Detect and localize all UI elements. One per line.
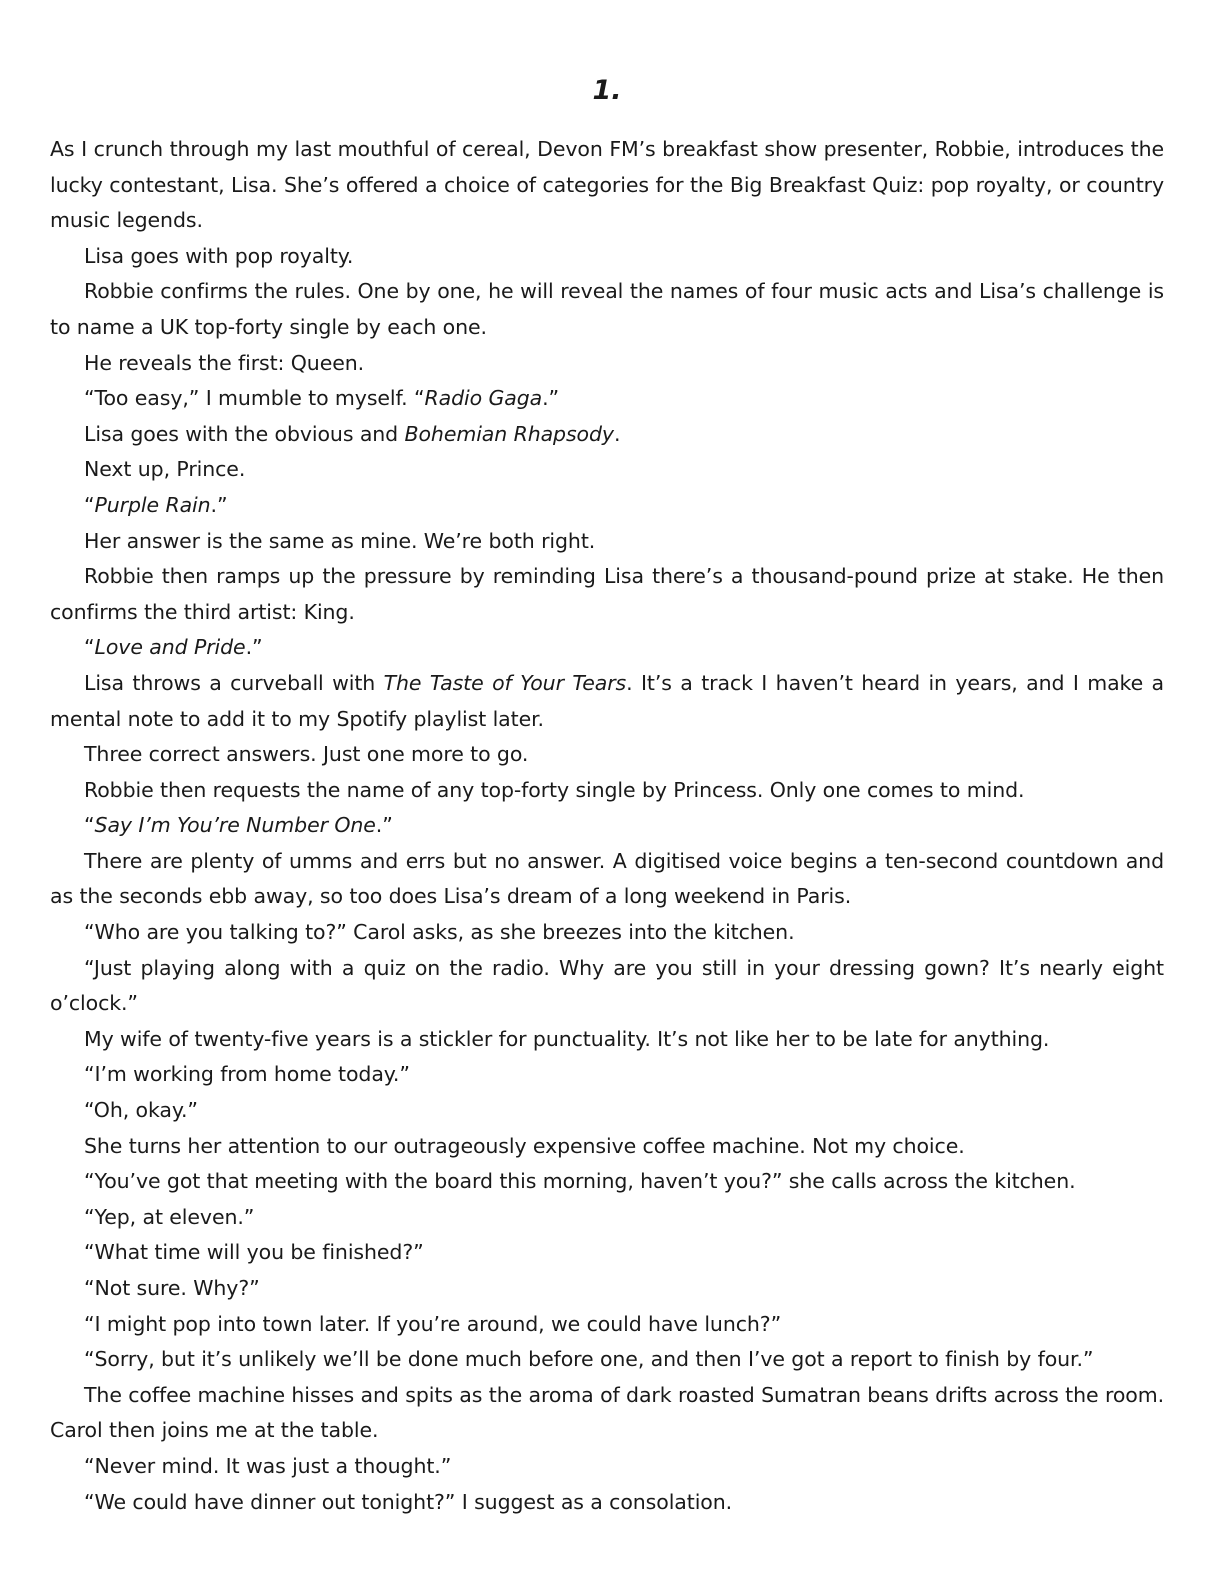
paragraph-text: .” xyxy=(542,386,560,411)
paragraph-text: .” xyxy=(375,813,393,838)
paragraph: “Sorry, but it’s unlikely we’ll be done much before one, and then I’ve got a report to finish by four.” xyxy=(84,1347,1094,1372)
paragraph: “Just playing along with a quiz on the radio. Why are you still in your dressing gown? It’s nearly eight o’clock.” xyxy=(50,955,1164,1016)
paragraph: “You’ve got that meeting with the board this morning, haven’t you?” she calls across the kitchen. xyxy=(84,1169,1076,1194)
paragraph: He reveals the first: Queen. xyxy=(84,350,365,375)
paragraph: “Yep, at eleven.” xyxy=(84,1204,255,1229)
paragraph: There are plenty of umms and errs but no answer. A digitised voice begins a ten-second countdown and as the seconds ebb away, so too does Lisa’s dream of a long weekend in Paris. xyxy=(50,848,1164,909)
paragraph: She turns her attention to our outrageously expensive coffee machine. Not my choice. xyxy=(84,1133,965,1158)
paragraph: “We could have dinner out tonight?” I suggest as a consolation. xyxy=(84,1489,733,1514)
paragraph: “Not sure. Why?” xyxy=(84,1276,260,1300)
paragraph: Robbie then ramps up the pressure by reminding Lisa there’s a thousand-pound prize at stake. He then confirms the third artist: King. xyxy=(50,564,1164,624)
paragraph-text: . xyxy=(613,421,621,446)
song-title: Bohemian Rhapsody xyxy=(404,421,614,446)
paragraph: As I crunch through my last mouthful of cereal, Devon FM’s breakfast show presenter, Robbie, introduces the lucky contestant, Lisa. She’s offered a choice of categories for the Big Breakfast Quiz: pop royalty, or country music legends. xyxy=(50,137,1164,233)
paragraph-text: .” xyxy=(210,492,228,517)
paragraph: Robbie confirms the rules. One by one, he will reveal the names of four music acts and Lisa’s challenge is to name a UK top-forty single by each one. xyxy=(50,279,1164,339)
paragraph: Next up, Prince. xyxy=(84,457,246,482)
paragraph: “Who are you talking to?” Carol asks, as she breezes into the kitchen. xyxy=(84,920,795,945)
paragraph: “Never mind. It was just a thought.” xyxy=(84,1453,452,1478)
paragraph: “I might pop into town later. If you’re around, we could have lunch?” xyxy=(84,1311,782,1336)
paragraph: Robbie then requests the name of any top-forty single by Princess. Only one comes to mind. xyxy=(84,777,1025,802)
paragraph xyxy=(50,666,1164,737)
paragraph-text: “Too easy,” I mumble to myself. “ xyxy=(84,386,425,411)
chapter-heading: 1. xyxy=(592,75,622,106)
document-page xyxy=(50,0,1164,1520)
paragraph-text: . It’s a track I haven’t heard in years, and I make a mental note to add it to my Spotify playlist later. xyxy=(50,670,1165,731)
paragraph: “Oh, okay.” xyxy=(84,1098,198,1123)
paragraph: “What time will you be finished?” xyxy=(84,1240,424,1265)
paragraph: Her answer is the same as mine. We’re both right. xyxy=(84,528,596,553)
song-title: Say I’m You’re Number One xyxy=(94,813,376,838)
paragraph-text: Lisa goes with the obvious and xyxy=(84,421,405,446)
paragraph xyxy=(50,381,1164,417)
paragraph xyxy=(50,488,1164,524)
paragraph: Lisa goes with pop royalty. xyxy=(84,243,354,268)
paragraph-text: “ xyxy=(84,492,95,517)
paragraph-text: “ xyxy=(84,635,95,660)
paragraph: My wife of twenty-five years is a stickler for punctuality. It’s not like her to be late for anything. xyxy=(84,1026,1050,1051)
paragraph xyxy=(50,808,1164,844)
song-title: The Taste of Your Tears xyxy=(383,670,627,695)
paragraph: “I’m working from home today.” xyxy=(84,1062,410,1087)
paragraph-text: “ xyxy=(84,813,95,838)
song-title: Radio Gaga xyxy=(424,386,543,411)
body-text xyxy=(50,132,1164,1520)
paragraph-text: .” xyxy=(245,635,263,660)
song-title: Purple Rain xyxy=(94,492,211,517)
paragraph: Three correct answers. Just one more to go. xyxy=(84,742,529,767)
paragraph xyxy=(50,630,1164,666)
paragraph: The coffee machine hisses and spits as the aroma of dark roasted Sumatran beans drifts across the room. Carol then joins me at the table. xyxy=(50,1382,1164,1443)
paragraph-text: Lisa throws a curveball with xyxy=(84,670,384,695)
paragraph xyxy=(50,417,1164,453)
song-title: Love and Pride xyxy=(94,635,246,660)
